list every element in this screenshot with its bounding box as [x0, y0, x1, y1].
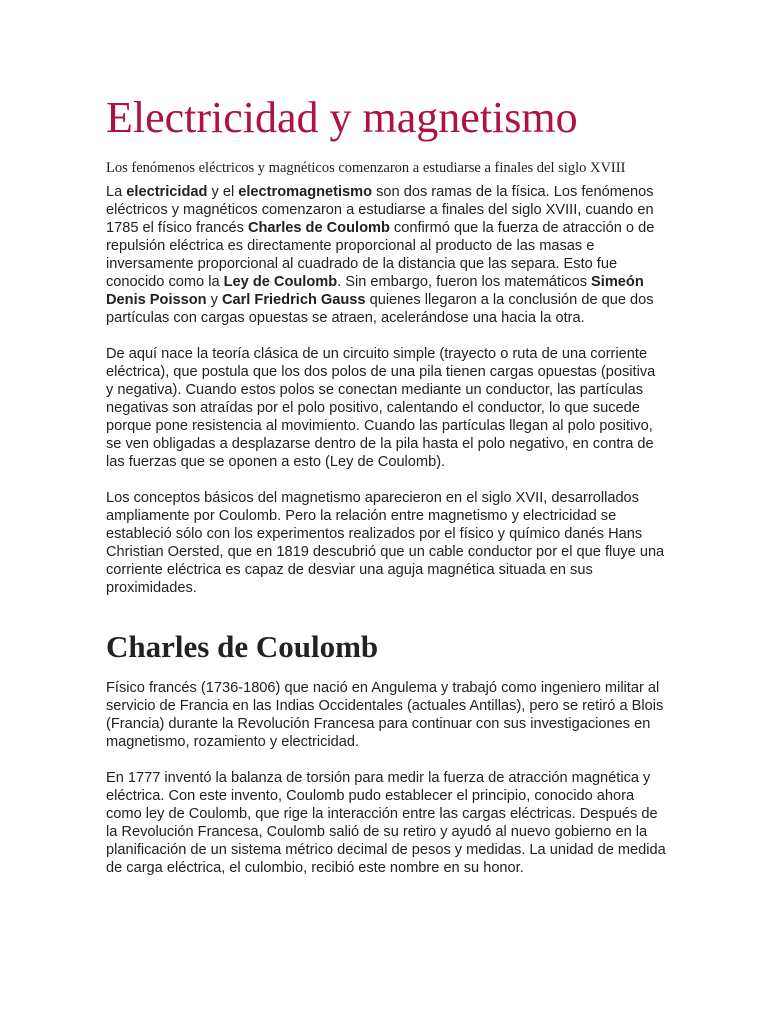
text-run: y el — [207, 184, 239, 200]
paragraph-gap — [106, 751, 666, 769]
paragraph-circuit: De aquí nace la teoría clásica de un circuito simple (trayecto o ruta de una corriente eléctrica), que postula que los dos polos de una pila tienen cargas opuestas (positiva y negativa). Cuando estos polos se conectan mediante un conductor, las partículas negativas son atraídas por el polo positivo, calentando el conductor, lo que sucede porque pone resistencia al movimiento. Cuando las partículas llegan al polo positivo, se ven obligadas a desplazarse dentro de la pila hasta el polo negativo, en contra de las fuerzas que se oponen a esto (Ley de Coulomb). — [106, 346, 656, 470]
paragraph-magnetism: Los conceptos básicos del magnetismo aparecieron en el siglo XVII, desarrollados ampliamente por Coulomb. Pero la relación entre magnetismo y electricidad se estableció sólo con los experimentos realizados por el físico y químico danés Hans Christian Oersted, que en 1819 descubrió que un cable conductor por el que fluye una corriente eléctrica es capaz de desviar una aguja magnética situada en sus proximidades. — [106, 490, 665, 596]
bold-term-electromagnetismo: electromagnetismo — [238, 184, 373, 200]
bold-term-coulomb: Charles de Coulomb — [247, 220, 390, 236]
document-page — [106, 88, 666, 877]
paragraph-biography: Físico francés (1736-1806) que nació en Angulema y trabajó como ingeniero militar al servicio de Francia en las Indias Occidentales (actuales Antillas), pero se retiró a Blois (Francia) durante la Revolución Francesa para continuar con sus investigaciones en magnetismo, rozamiento y electricidad. — [106, 680, 664, 750]
text-run: . Sin embargo, fueron los matemáticos — [337, 274, 592, 290]
text-run: confirmó que la fuerza de atracción o de repulsión eléctrica es directamente proporcional al producto de las masas e inversamente proporcional al cuadrado de la distancia que las separa. Esto fue conocido como la — [106, 220, 655, 290]
text-run: y — [206, 292, 222, 308]
paragraph-torsion-balance: En 1777 inventó la balanza de torsión para medir la fuerza de atracción magnética y eléctrica. Con este invento, Coulomb pudo establecer el principio, conocido ahora como ley de Coulomb, que rige la interacción entre las cargas eléctricas. Después de la Revolución Francesa, Coulomb salió de su retiro y ayudó al nuevo gobierno en la planificación de un sistema métrico decimal de pesos y medidas. La unidad de medida de carga eléctrica, el culombio, recibió este nombre en su honor. — [106, 770, 666, 876]
bold-term-gauss: Carl Friedrich Gauss — [221, 292, 366, 308]
text-run: son dos ramas de la física. Los fenómenos eléctricos y magnéticos comenzaron a estudiarse a finales del siglo XVIII, cuando en 1785 el físico francés — [106, 184, 654, 236]
paragraph-gap — [106, 327, 666, 345]
text-run: La — [106, 184, 127, 200]
bold-term-electricidad: electricidad — [126, 184, 208, 200]
paragraph-intro — [106, 183, 666, 327]
page-title: Electricidad y magnetismo — [106, 93, 578, 142]
section-heading-coulomb: Charles de Coulomb — [106, 629, 379, 664]
bold-term-poisson: Simeón Denis Poisson — [106, 274, 644, 308]
paragraph-gap — [106, 471, 666, 489]
page-subtitle: Los fenómenos eléctricos y magnéticos comenzaron a estudiarse a finales del siglo XVIII — [106, 160, 626, 176]
text-run: quienes llegaron a la conclusión de que dos partículas con cargas opuestas se atraen, acelerándose una hacia la otra. — [106, 292, 654, 326]
bold-term-ley-coulomb: Ley de Coulomb — [223, 274, 338, 290]
